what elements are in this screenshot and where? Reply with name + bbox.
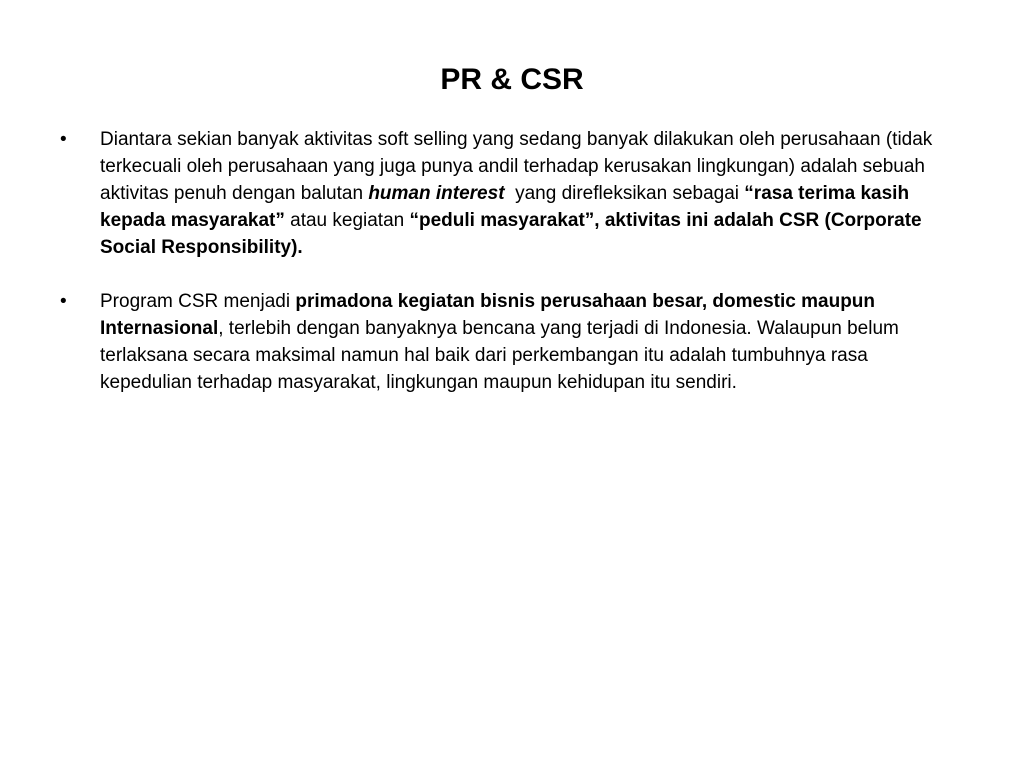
bullet-text-segment: Diantara sekian banyak aktivitas soft selling yang sedang banyak dilakukan oleh perusahaan (tidak terkecuali oleh perusahaan yang juga punya andil terhadap kerusakan lingkungan) adalah sebuah aktivitas penuh dengan balutan — [100, 129, 933, 204]
bullet-item — [0, 126, 1024, 261]
bullet-list — [0, 126, 1024, 396]
bullet-text-bold: “peduli masyarakat”, aktivitas ini adalah CSR (Corporate Social Responsibility). — [100, 210, 922, 258]
slide-title: PR & CSR — [440, 63, 584, 96]
bullet-text-segment: yang direfleksikan sebagai — [504, 183, 745, 204]
bullet-text-bold: primadona kegiatan bisnis perusahaan besar, domestic maupun Internasional — [100, 291, 876, 339]
bullet-marker: • — [60, 291, 67, 312]
bullet-text-segment: Program CSR menjadi — [100, 291, 296, 312]
bullet-text-segment: atau kegiatan — [284, 210, 410, 231]
bullet-marker: • — [60, 129, 67, 150]
bullet-text-segment: , terlebih dengan banyaknya bencana yang terjadi di Indonesia. Walaupun belum terlaksana secara maksimal namun hal baik dari perkembangan itu adalah tumbuhnya rasa kepedulian terhadap masyarakat, lingkungan maupun kehidupan itu sendiri. — [100, 318, 899, 393]
bullet-item — [0, 288, 1024, 396]
bullet-text-emphasis: human interest — [368, 183, 505, 204]
bullet-text-bold: “rasa terima kasih kepada masyarakat” — [100, 183, 910, 231]
